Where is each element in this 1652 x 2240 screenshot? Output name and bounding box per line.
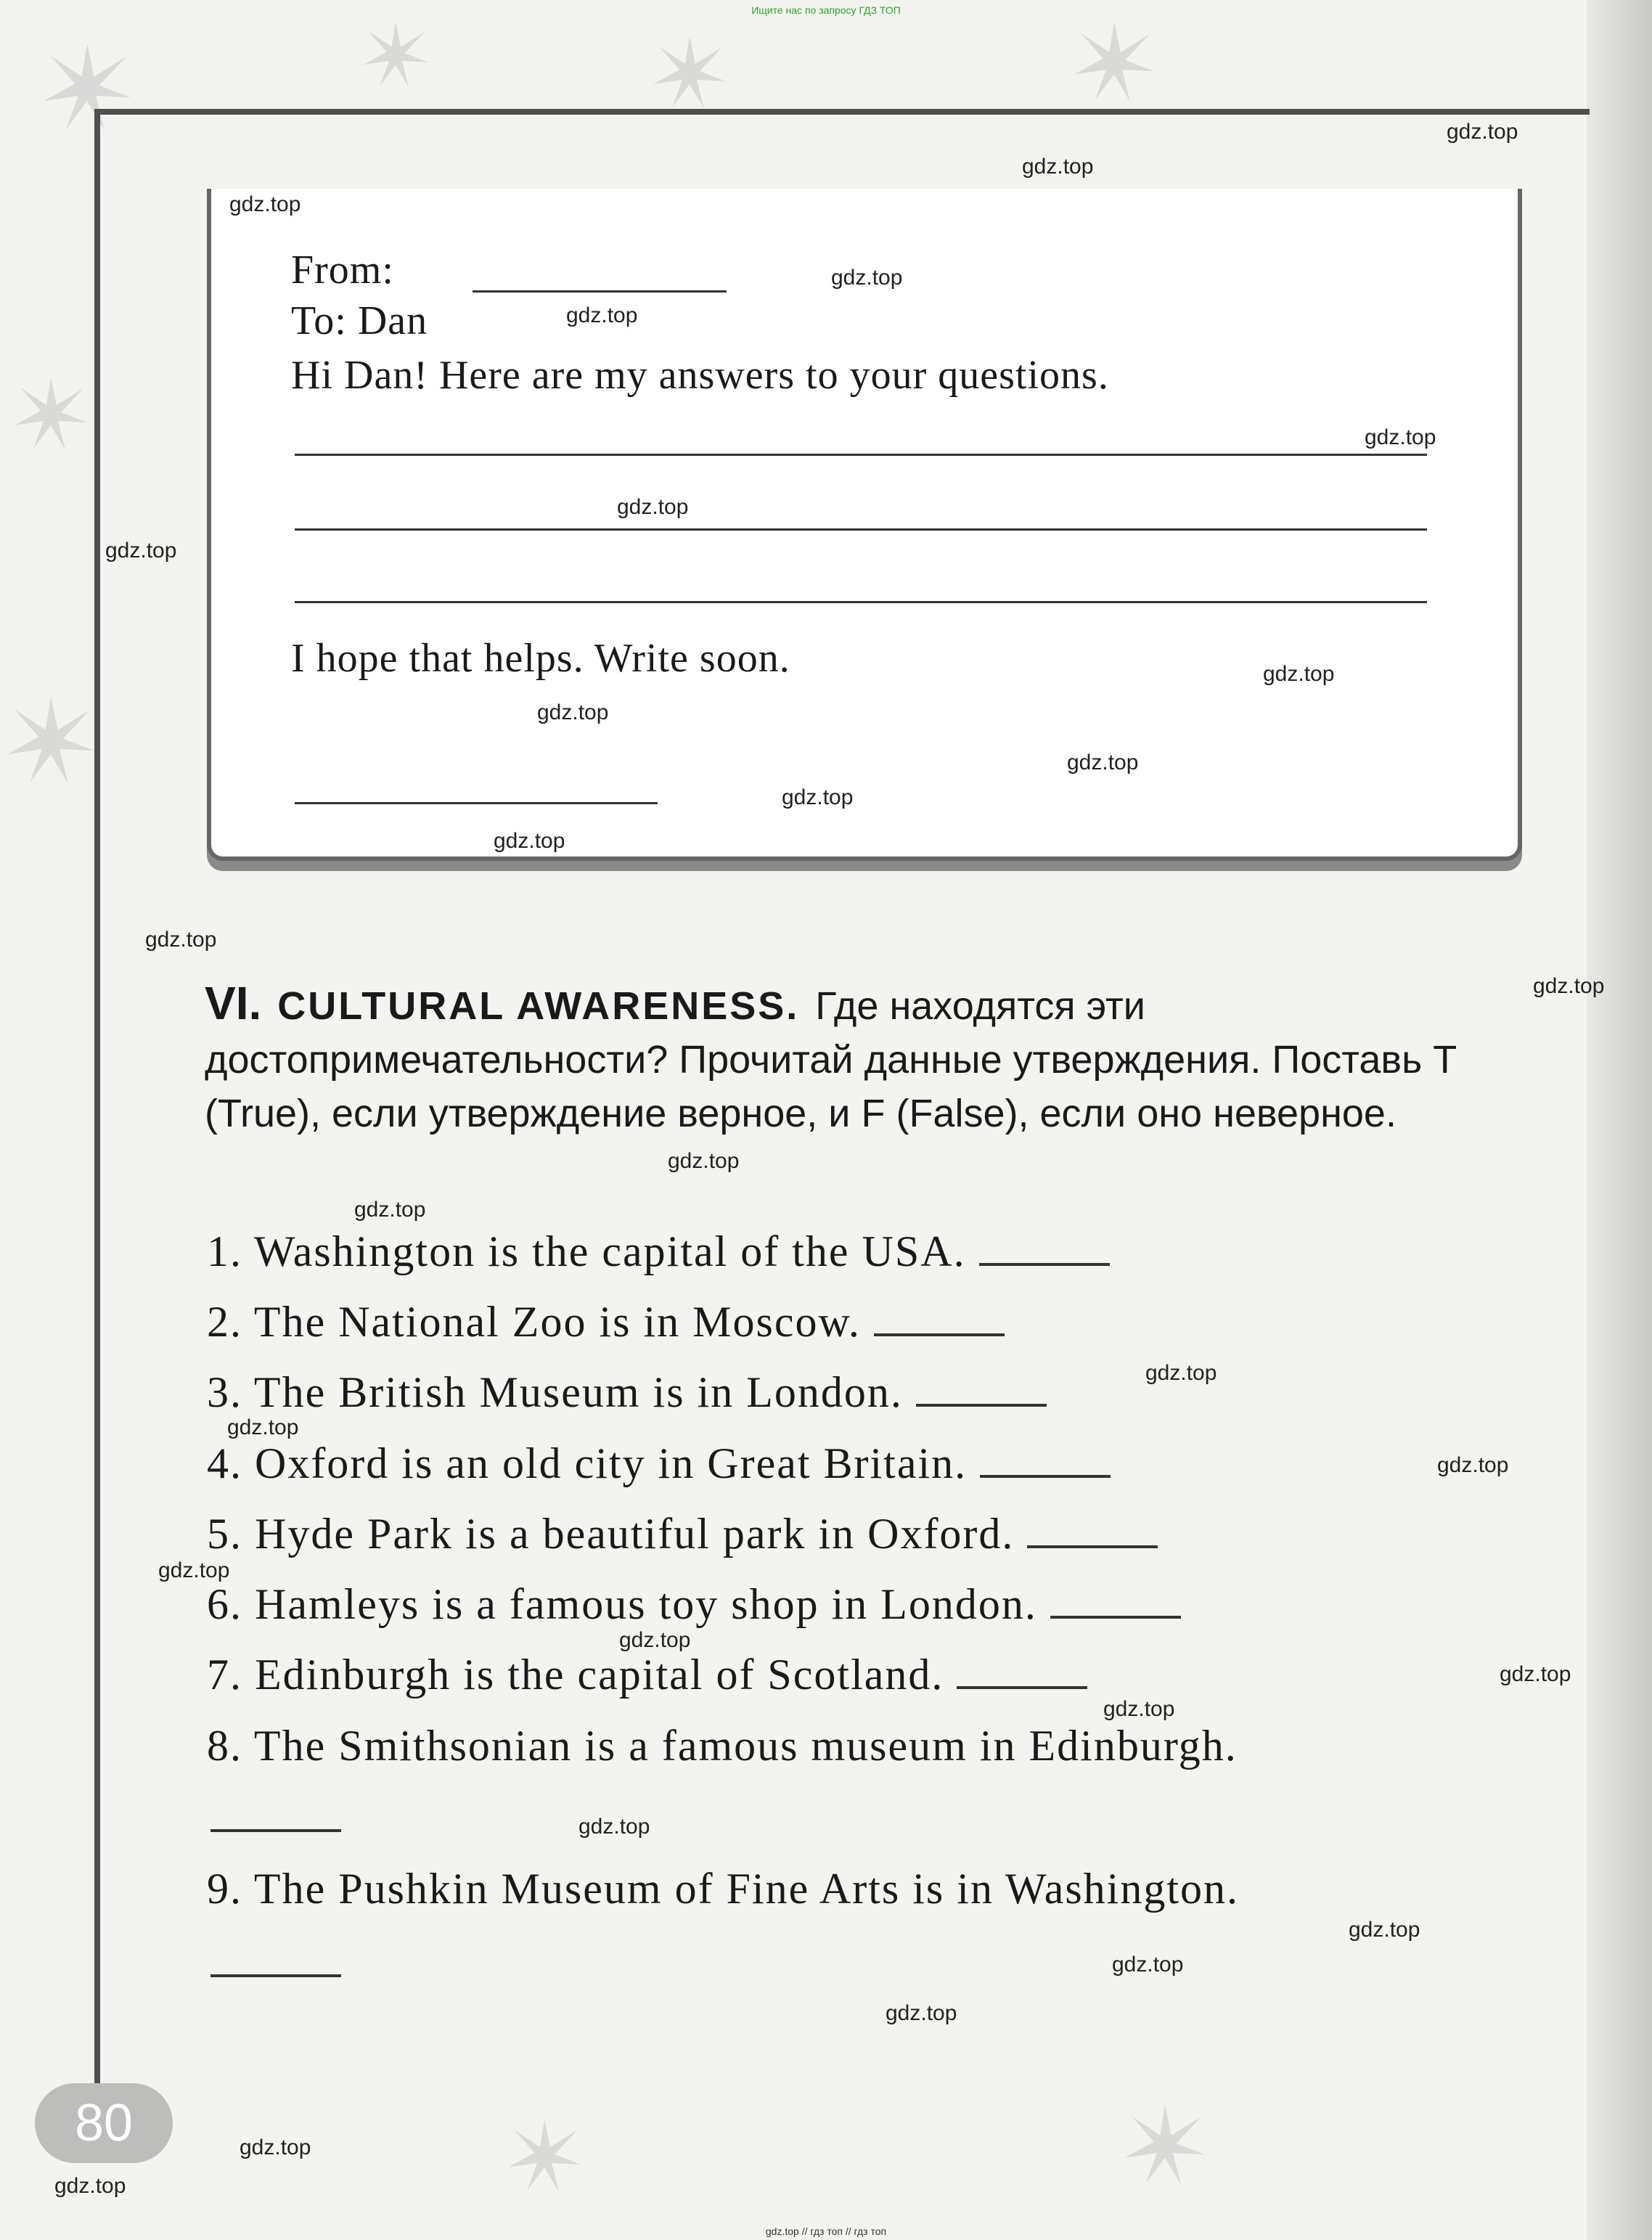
watermark-text: gdz.top (831, 266, 903, 290)
page-number: 80 (35, 2083, 173, 2163)
decorative-star-icon (7, 697, 94, 784)
answer-blank[interactable] (874, 1304, 1005, 1336)
watermark-text: gdz.top (1067, 751, 1139, 774)
answer-blank[interactable] (957, 1657, 1087, 1689)
statement-text: 6. Hamleys is a famous toy shop in London. (207, 1580, 1037, 1628)
statement-item (207, 1509, 1158, 1559)
watermark-text: gdz.top (668, 1149, 740, 1173)
letter-from-label: From: (291, 248, 394, 293)
watermark-text: gdz.top (1500, 1662, 1571, 1686)
decorative-star-icon (1125, 2105, 1205, 2185)
section-heading (205, 976, 1511, 1140)
section-instruction: Где находятся эти достопримечательности? Прочитай данные утверждения. Поставь T (True), если утверждение верное, и F (False), если оно неверное. (205, 984, 1457, 1135)
signature-line[interactable] (295, 802, 658, 804)
statement-item (207, 1650, 1087, 1700)
watermark-text: gdz.top (145, 928, 217, 952)
watermark-text: gdz.top (1365, 425, 1436, 449)
decorative-star-icon (15, 377, 87, 450)
statement-text: 7. Edinburgh is the capital of Scotland. (207, 1651, 944, 1699)
watermark-text: gdz.top (1112, 1953, 1184, 1977)
watermark-text: gdz.top (1447, 120, 1518, 144)
statement-text: 1. Washington is the capital of the USA. (207, 1227, 966, 1275)
letter-closing: I hope that helps. Write soon. (291, 636, 790, 681)
decorative-star-icon (508, 2120, 581, 2192)
watermark-text: gdz.top (1533, 974, 1605, 998)
answer-line-1[interactable] (295, 454, 1427, 456)
watermark-text: gdz.top (1145, 1361, 1217, 1385)
answer-blank[interactable] (979, 1234, 1110, 1266)
watermark-text: gdz.top (782, 785, 854, 809)
watermark-text: gdz.top (886, 2001, 957, 2025)
page-frame-left (94, 109, 100, 2098)
header-note: Ищите нас по запросу ГДЗ ТОП (751, 4, 901, 16)
statement-item (207, 1864, 1239, 1914)
statement-item (207, 1579, 1181, 1630)
watermark-text: gdz.top (240, 2135, 311, 2159)
watermark-text: gdz.top (354, 1198, 426, 1222)
statement-text: 5. Hyde Park is a beautiful park in Oxford. (207, 1510, 1015, 1558)
statement-item (207, 1439, 1111, 1489)
watermark-text: gdz.top (566, 303, 638, 327)
statement-text: 8. The Smithsonian is a famous museum in Edinburgh. (207, 1722, 1238, 1770)
from-answer-line[interactable] (473, 290, 727, 293)
answer-line-3[interactable] (295, 601, 1427, 603)
statement-item (207, 1297, 1005, 1347)
letter-greeting: Hi Dan! Here are my answers to your questions. (291, 353, 1109, 398)
section-number: VI. (205, 977, 262, 1029)
answer-blank[interactable] (916, 1375, 1047, 1407)
section-title: CULTURAL AWARENESS. (277, 984, 800, 1028)
watermark-text: gdz.top (1103, 1697, 1175, 1721)
statement-text: 3. The British Museum is in London. (207, 1368, 903, 1416)
watermark-text: gdz.top (619, 1628, 691, 1652)
statement-item (207, 1721, 1238, 1771)
footer-note: gdz.top // гдз топ // гдз топ (765, 2225, 887, 2237)
letter-to-label: To: Dan (291, 298, 428, 343)
decorative-star-icon (1074, 22, 1154, 102)
decorative-star-icon (653, 36, 726, 109)
watermark-text: gdz.top (1022, 155, 1094, 179)
watermark-text: gdz.top (617, 495, 689, 519)
page-frame-top (94, 109, 1590, 115)
statement-item (207, 1227, 1110, 1277)
answer-blank[interactable] (210, 1974, 341, 1977)
watermark-text: gdz.top (578, 1815, 650, 1839)
answer-blank[interactable] (210, 1829, 341, 1832)
watermark-text: gdz.top (1263, 662, 1335, 686)
statement-text: 4. Oxford is an old city in Great Britain. (207, 1439, 968, 1487)
answer-blank[interactable] (980, 1446, 1111, 1478)
watermark-text: gdz.top (1349, 1918, 1420, 1942)
statement-item (207, 1368, 1047, 1418)
watermark-text: gdz.top (227, 1415, 299, 1439)
watermark-text: gdz.top (105, 539, 177, 563)
answer-blank[interactable] (1050, 1587, 1181, 1619)
watermark-text: gdz.top (158, 1558, 230, 1582)
watermark-text: gdz.top (229, 192, 301, 216)
answer-line-2[interactable] (295, 528, 1427, 531)
watermark-text: gdz.top (1437, 1453, 1509, 1477)
statement-text: 9. The Pushkin Museum of Fine Arts is in Washington. (207, 1865, 1240, 1913)
decorative-star-icon (363, 22, 428, 87)
watermark-text: gdz.top (54, 2174, 126, 2198)
answer-blank[interactable] (1027, 1516, 1158, 1548)
decorative-star-icon (44, 44, 131, 131)
page-edge-shadow (1587, 0, 1652, 2240)
watermark-text: gdz.top (494, 829, 565, 853)
watermark-text: gdz.top (537, 700, 609, 724)
statement-text: 2. The National Zoo is in Moscow. (207, 1298, 861, 1346)
